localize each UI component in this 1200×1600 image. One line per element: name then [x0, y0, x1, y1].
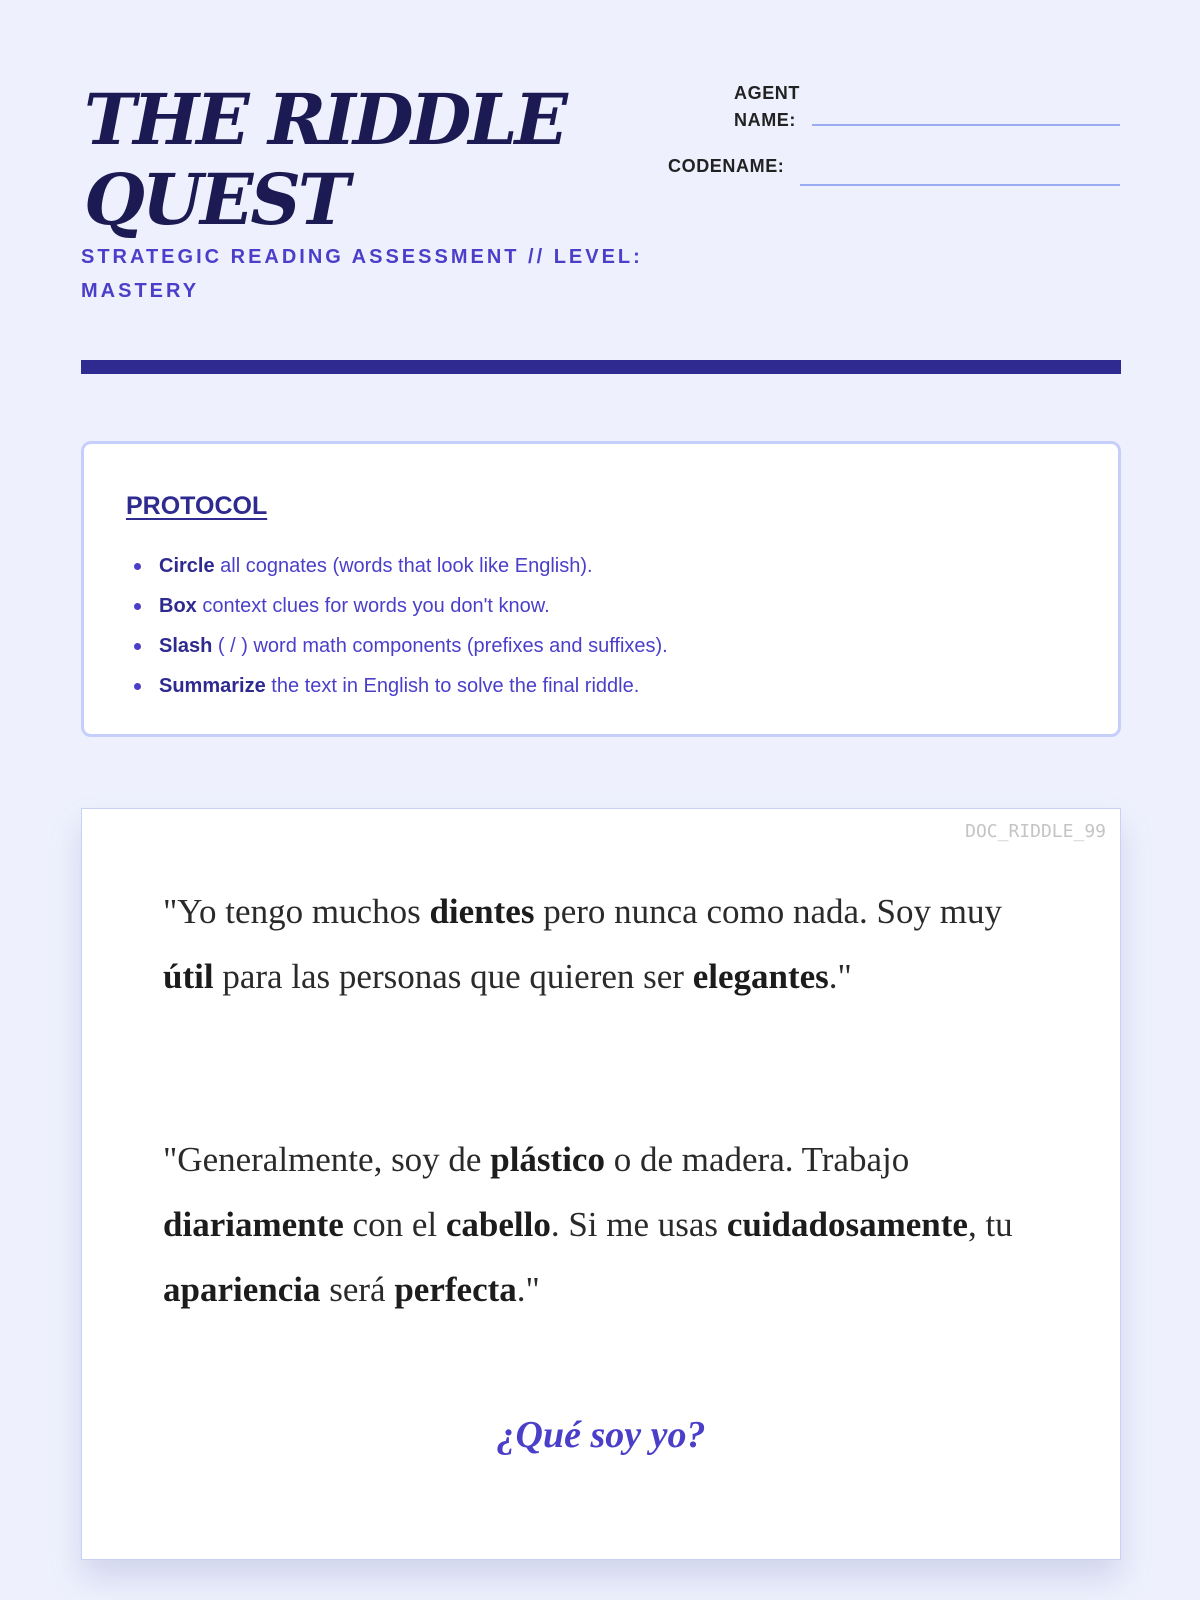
riddle-keyword: diariamente — [163, 1205, 344, 1244]
page-subtitle: STRATEGIC READING ASSESSMENT // LEVEL: MASTERY — [81, 246, 643, 302]
riddle-text: "Generalmente, soy de — [163, 1140, 491, 1179]
riddle-keyword: plástico — [490, 1140, 605, 1179]
riddle-question: ¿Qué soy yo? — [496, 1414, 706, 1456]
protocol-item-text: context clues for words you don't know. — [196, 595, 550, 617]
riddle-text: . Si me usas — [550, 1205, 727, 1244]
riddle-text: pero nunca como nada. Soy muy — [534, 892, 1002, 931]
riddle-document — [81, 808, 1121, 1560]
riddle-text: o de madera. Trabajo — [604, 1140, 910, 1179]
riddle-text: ." — [828, 957, 852, 996]
riddle-keyword: apariencia — [163, 1270, 321, 1309]
header-divider — [81, 360, 1121, 374]
protocol-item-text: all cognates (words that look like English). — [214, 555, 593, 577]
riddle-keyword: cabello — [445, 1205, 551, 1244]
title-line-1: THE RIDDLE — [84, 78, 565, 161]
agent-name-field[interactable] — [812, 124, 1120, 126]
protocol-item — [159, 546, 668, 586]
riddle-text: "Yo tengo muchos — [163, 892, 430, 931]
protocol-item — [159, 626, 668, 666]
title-line-2: QUEST — [84, 158, 348, 241]
protocol-item-keyword: Summarize — [159, 675, 266, 697]
riddle-keyword: perfecta — [394, 1270, 517, 1309]
agent-name-label-line-2: NAME: — [734, 110, 796, 130]
protocol-list — [126, 546, 668, 706]
protocol-item-text: ( / ) word math components (prefixes and suffixes). — [212, 635, 668, 657]
riddle-text: con el — [343, 1205, 446, 1244]
protocol-heading: PROTOCOL — [126, 492, 268, 520]
codename-field[interactable] — [800, 184, 1120, 186]
agent-name-label — [734, 80, 800, 134]
riddle-paragraph-1 — [163, 879, 1043, 1009]
riddle-text: para las personas que quieren ser — [213, 957, 693, 996]
riddle-text: ." — [516, 1270, 540, 1309]
page-title — [84, 80, 644, 240]
riddle-text: , tu — [967, 1205, 1013, 1244]
protocol-box — [81, 441, 1121, 737]
riddle-keyword: dientes — [429, 892, 535, 931]
riddle-keyword: cuidadosamente — [726, 1205, 968, 1244]
riddle-paragraph-2 — [163, 1127, 1043, 1322]
protocol-item-text: the text in English to solve the final riddle. — [265, 675, 640, 697]
document-id: DOC_RIDDLE_99 — [965, 821, 1106, 842]
protocol-item-keyword: Circle — [159, 555, 215, 577]
agent-name-label-line-1: AGENT — [734, 83, 800, 103]
riddle-text: será — [320, 1270, 395, 1309]
protocol-item — [159, 586, 668, 626]
protocol-item — [159, 666, 668, 706]
protocol-item-keyword: Box — [159, 595, 197, 617]
riddle-keyword: elegantes — [692, 957, 829, 996]
codename-label: CODENAME: — [668, 156, 785, 176]
protocol-item-keyword: Slash — [159, 635, 213, 657]
riddle-keyword: útil — [163, 957, 214, 996]
